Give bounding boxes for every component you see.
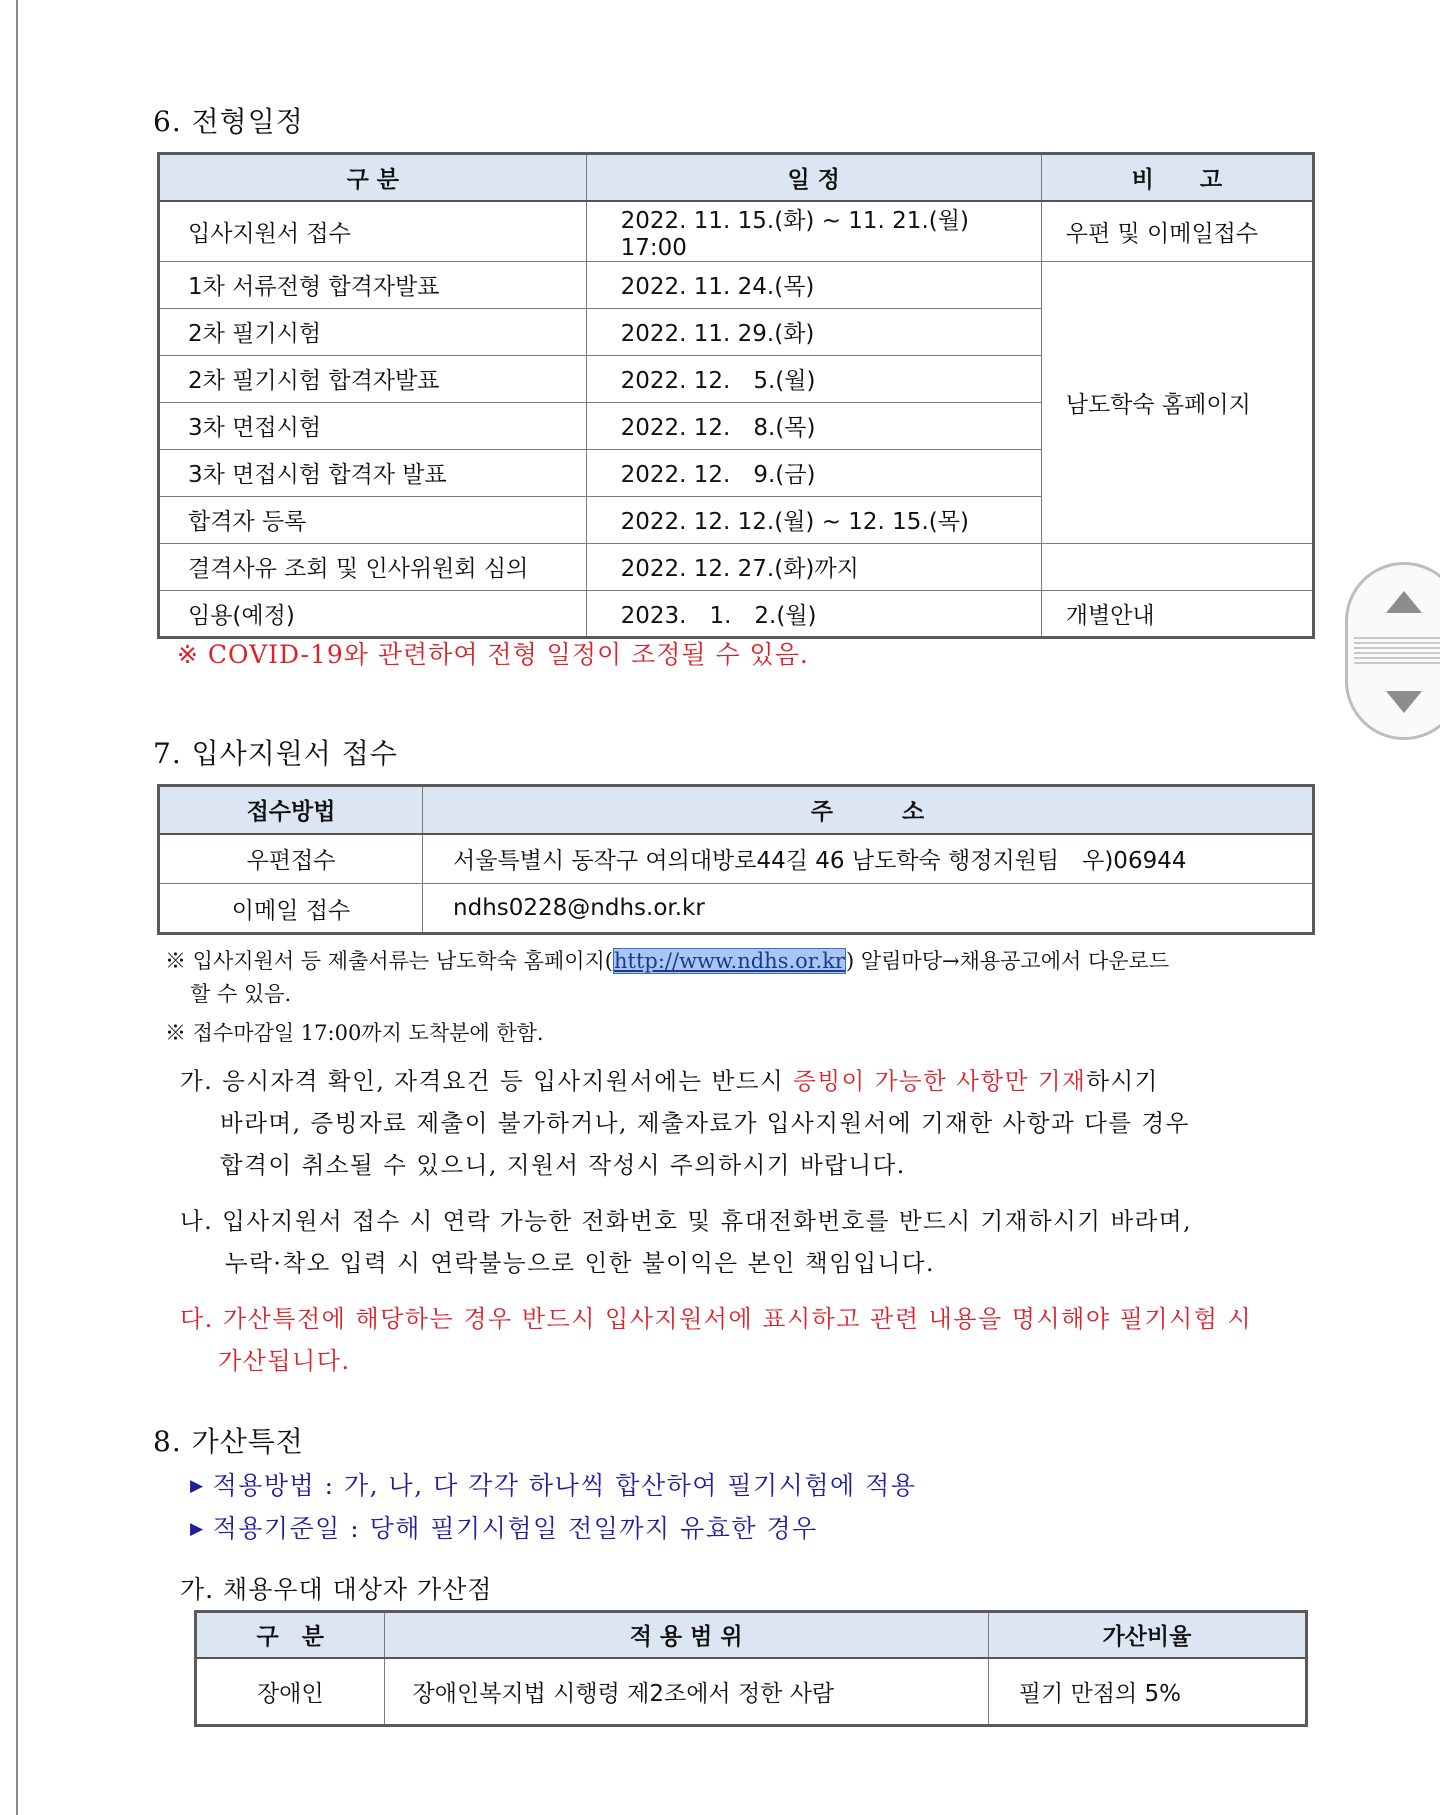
schedule-item: 임용(예정)	[159, 590, 587, 637]
application-email: ndhs0228@ndhs.or.kr	[423, 884, 1314, 934]
application-table	[157, 784, 1315, 935]
application-address: 서울특별시 동작구 여의대방로44길 46 남도학숙 행정지원팀 우)06944	[423, 834, 1314, 884]
schedule-item: 3차 면접시험 합격자 발표	[159, 449, 587, 496]
bullet-apply-date	[190, 1509, 818, 1545]
bonus-sub-heading: 가. 채용우대 대상자 가산점	[180, 1575, 493, 1604]
schedule-item: 3차 면접시험	[159, 402, 587, 449]
schedule-table	[157, 152, 1315, 639]
schedule-date: 2022. 11. 15.(화) ~ 11. 21.(월) 17:00	[586, 201, 1041, 262]
triangle-right-icon: ▶	[190, 1476, 205, 1496]
paragraph-na-line1: 나. 입사지원서 접수 시 연락 가능한 전화번호 및 휴대전화번호를 반드시 기재하시기 바라며,	[180, 1207, 1193, 1235]
application-method: 이메일 접수	[159, 884, 423, 934]
schedule-item: 2차 필기시험 합격자발표	[159, 355, 587, 402]
paragraph-na-line2: 누락·착오 입력 시 연락불능으로 인한 불이익은 본인 책임입니다.	[225, 1249, 935, 1277]
download-note-prefix: ※ 입사지원서 등 제출서류는 남도학숙 홈페이지(	[165, 949, 614, 973]
download-note	[165, 945, 1169, 975]
table-row	[159, 543, 1314, 590]
bonus-type: 장애인	[196, 1658, 385, 1726]
paragraph-da-line1: 다. 가산특전에 해당하는 경우 반드시 입사지원서에 표시하고 관련 내용을 명시해야 필기시험 시	[180, 1305, 1253, 1333]
schedule-header-date: 일 정	[586, 154, 1041, 201]
triangle-right-icon: ▶	[190, 1519, 205, 1539]
arrow-down-icon[interactable]	[1386, 691, 1422, 713]
schedule-note: 개별안내	[1041, 590, 1313, 637]
paragraph-ga-prefix: 가. 응시자격 확인, 자격요건 등 입사지원서에는 반드시	[180, 1067, 794, 1095]
paragraph-ga	[180, 1060, 1159, 1102]
schedule-item: 결격사유 조회 및 인사위원회 심의	[159, 543, 587, 590]
arrow-up-icon[interactable]	[1386, 591, 1422, 613]
schedule-date: 2022. 11. 29.(화)	[586, 308, 1041, 355]
section-6-heading: 6. 전형일정	[153, 105, 304, 138]
schedule-item: 합격자 등록	[159, 496, 587, 543]
section-7-heading: 7. 입사지원서 접수	[153, 737, 398, 770]
schedule-date: 2022. 12. 9.(금)	[586, 449, 1041, 496]
schedule-date: 2022. 12. 5.(월)	[586, 355, 1041, 402]
section-8-heading: 8. 가산특전	[153, 1425, 304, 1458]
bonus-table	[194, 1610, 1308, 1727]
bonus-scope: 장애인복지법 시행령 제2조에서 정한 사람	[384, 1658, 988, 1726]
table-row	[159, 834, 1314, 884]
homepage-link[interactable]: http://www.ndhs.or.kr	[614, 949, 845, 973]
bullet-apply-method	[190, 1466, 916, 1502]
scroll-grip[interactable]	[1354, 637, 1440, 665]
page-left-border	[16, 0, 18, 1815]
schedule-header-note: 비 고	[1041, 154, 1313, 201]
paragraph-ga-suffix: 하시기	[1086, 1067, 1159, 1095]
schedule-item: 2차 필기시험	[159, 308, 587, 355]
paragraph-ga-line2: 바라며, 증빙자료 제출이 불가하거나, 제출자료가 입사지원서에 기재한 사항과 다를 경우	[220, 1109, 1190, 1137]
bullet-apply-method-text: 적용방법 : 가, 나, 다 각각 하나씩 합산하여 필기시험에 적용	[212, 1471, 917, 1500]
paragraph-ga-emphasis: 증빙이 가능한 사항만 기재	[793, 1067, 1087, 1095]
paragraph-da-line2: 가산됩니다.	[218, 1347, 351, 1375]
schedule-date: 2022. 12. 27.(화)까지	[586, 543, 1041, 590]
paragraph-ga-line3: 합격이 취소될 수 있으니, 지원서 작성시 주의하시기 바랍니다.	[220, 1151, 906, 1179]
schedule-header-category: 구 분	[159, 154, 587, 201]
table-row	[159, 884, 1314, 934]
application-header-address: 주 소	[423, 786, 1314, 834]
deadline-note: ※ 접수마감일 17:00까지 도착분에 한함.	[165, 1021, 544, 1045]
schedule-note-merged: 남도학숙 홈페이지	[1041, 261, 1313, 543]
schedule-date: 2022. 11. 24.(목)	[586, 261, 1041, 308]
download-note-continued: 할 수 있음.	[190, 982, 292, 1006]
table-row	[196, 1658, 1307, 1726]
bonus-rate: 필기 만점의 5%	[988, 1658, 1306, 1726]
application-method: 우편접수	[159, 834, 423, 884]
table-row	[159, 590, 1314, 637]
schedule-date: 2022. 12. 12.(월) ~ 12. 15.(목)	[586, 496, 1041, 543]
bullet-apply-date-text: 적용기준일 : 당해 필기시험일 전일까지 유효한 경우	[212, 1514, 818, 1543]
schedule-note: 우편 및 이메일접수	[1041, 201, 1313, 262]
schedule-note	[1041, 543, 1313, 590]
schedule-item: 1차 서류전형 합격자발표	[159, 261, 587, 308]
schedule-item: 입사지원서 접수	[159, 201, 587, 262]
schedule-date: 2023. 1. 2.(월)	[586, 590, 1041, 637]
download-note-suffix: ) 알림마당→채용공고에서 다운로드	[845, 949, 1170, 973]
bonus-header-scope: 적 용 범 위	[384, 1612, 988, 1658]
table-row	[159, 201, 1314, 262]
covid-warning: ※ COVID-19와 관련하여 전형 일정이 조정될 수 있음.	[177, 640, 809, 669]
bonus-header-type: 구 분	[196, 1612, 385, 1658]
table-row	[159, 261, 1314, 308]
bonus-header-rate: 가산비율	[988, 1612, 1306, 1658]
schedule-date: 2022. 12. 8.(목)	[586, 402, 1041, 449]
application-header-method: 접수방법	[159, 786, 423, 834]
scroll-control[interactable]	[1345, 562, 1440, 740]
